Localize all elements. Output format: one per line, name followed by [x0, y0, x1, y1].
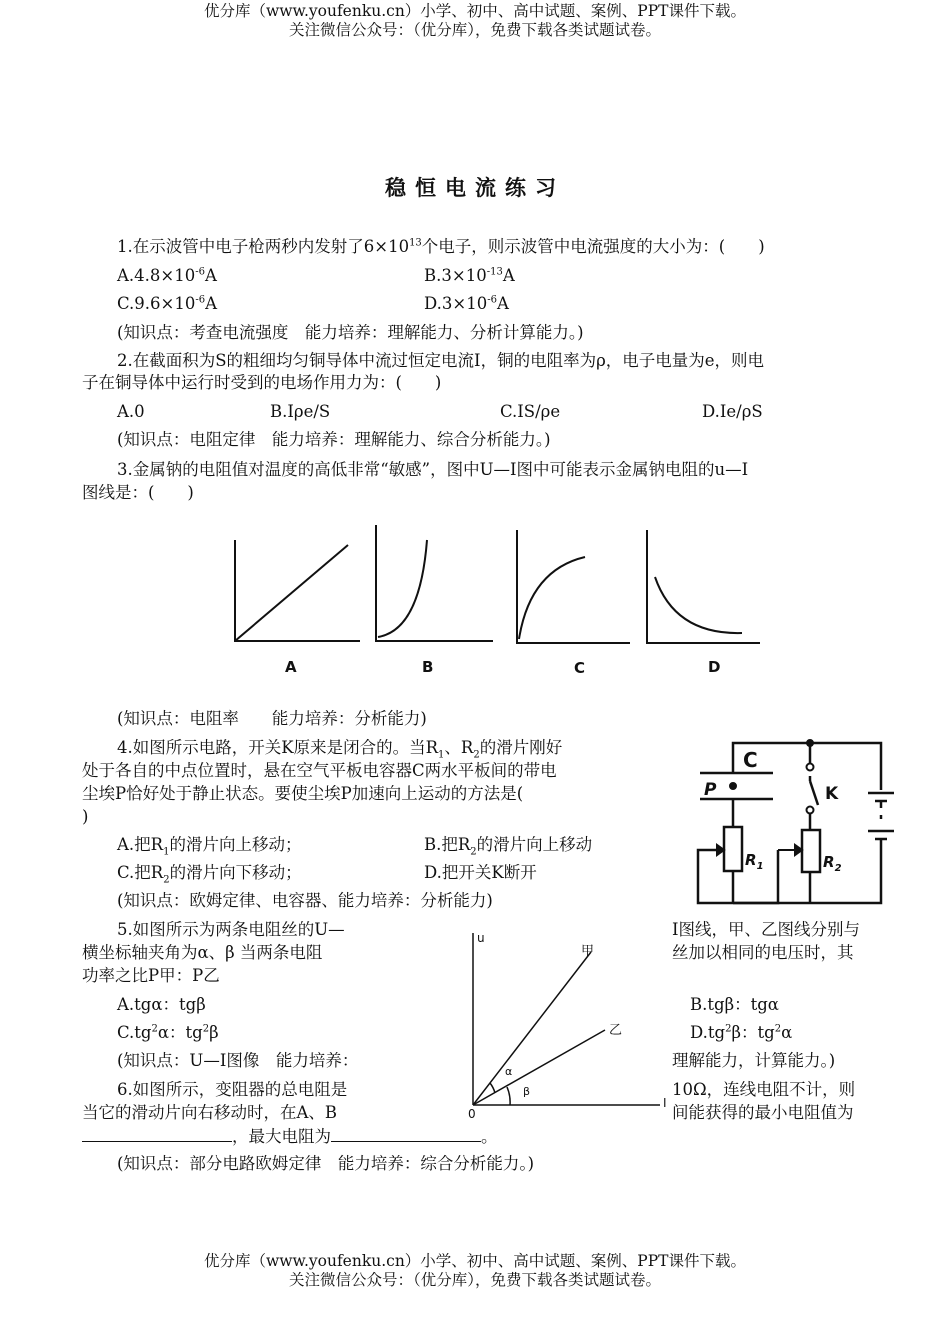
q5-option-d: $D.tg^2\beta$：$tg^2\alpha$ — [690, 1023, 793, 1042]
q3-ui-graphs — [220, 515, 750, 685]
graph-c-axes — [517, 530, 630, 643]
q6-line-1-right: 10Ω，连线电阻不计，则 — [672, 1080, 856, 1099]
graph-c-label: C — [574, 659, 586, 677]
q6-knowledge-note: (知识点：部分电路欧姆定律 能力培养：综合分析能力。) — [117, 1154, 535, 1173]
q6-answer-blank-max[interactable] — [331, 1125, 481, 1142]
q5-note-right: 理解能力，计算能力。) — [672, 1051, 836, 1070]
q5-line-1-left: 5.如图所示为两条电阻丝的U— — [117, 920, 345, 939]
q4-option-a: A.把$R_1$的滑片向上移动； — [117, 835, 302, 858]
graph-c-curve — [519, 557, 585, 639]
jia-label: 甲 — [581, 944, 595, 959]
q3-stem-line-1: 3.金属钠的电阻值对温度的高低非常“敏感”，图中U—I图中可能表示金属钠电阻的u—I — [117, 460, 749, 479]
yi-label: 乙 — [609, 1023, 623, 1038]
q2-option-a: A.0 — [117, 402, 145, 421]
q4-knowledge-note: (知识点：欧姆定律、电容器、能力培养：分析能力) — [117, 891, 493, 910]
beta-label: β — [523, 1085, 531, 1098]
q2-option-c: C.IS/ρe — [500, 402, 561, 421]
graph-a-line — [235, 545, 348, 641]
label-switch-k: K — [825, 784, 839, 804]
q1-knowledge-note: (知识点：考查电流强度 能力培养：理解能力、分析计算能力。) — [117, 323, 584, 342]
q1-option-d: $D.3\times 10^{-6}A$ — [424, 294, 509, 313]
graph-d-curve — [655, 577, 742, 633]
q1-stem: 1.在示波管中电子枪两秒内发射了$6\times 10^{13}$个电子，则示波管中电流强度的大小为：( ) — [117, 237, 765, 256]
label-p: P — [704, 780, 717, 800]
page-title: 稳恒电流练习 — [385, 175, 565, 200]
angle-beta-arc — [507, 1087, 510, 1105]
q2-stem-line-1: 2.在截面积为S的粗细均匀铜导体中流过恒定电流I，铜的电阻率为ρ，电子电量为e，则电 — [117, 351, 765, 370]
origin-label: 0 — [468, 1107, 476, 1121]
q2-option-d: D.Ie/ρS — [702, 402, 763, 421]
q5-option-a: A.tgα：tgβ — [117, 995, 206, 1014]
q5-ui-graph — [455, 925, 680, 1120]
q2-knowledge-note: (知识点：电阻定律 能力培养：理解能力、综合分析能力。) — [117, 430, 551, 449]
q5-option-b: B.tgβ：tgα — [690, 995, 779, 1014]
q4-stem-line-1: 4.如图所示电路，开关K原来是闭合的。当$R_1$、$R_2$的滑片刚好 — [117, 738, 563, 761]
graph-b-axes — [376, 525, 493, 641]
q5-line-3-left: 功率之比P甲：P乙 — [82, 966, 220, 985]
r2-resistor — [802, 830, 820, 872]
footer-line-1: 优分库（www.youfenku.cn）小学、初中、高中试题、案例、PPT课件下载。 — [203, 1252, 747, 1270]
q1-option-a: $A.4.8\times 10^{-6}A$ — [117, 266, 217, 285]
graph-b-label: B — [422, 658, 434, 676]
header-line-1: 优分库（www.youfenku.cn）小学、初中、高中试题、案例、PPT课件下载。 — [203, 2, 747, 20]
q3-knowledge-note: (知识点：电阻率 能力培养：分析能力) — [117, 709, 427, 728]
q6-line-2-right: 间能获得的最小电阻值为 — [672, 1103, 854, 1122]
q6-answer-blank-min[interactable] — [82, 1125, 232, 1142]
q5-line-1-right: I图线，甲、乙图线分别与 — [672, 920, 861, 939]
header-line-2: 关注微信公众号：（优分库），免费下载各类试题试卷。 — [288, 21, 661, 39]
q5-line-2-right: 丝加以相同的电压时，其 — [672, 943, 854, 962]
graph-d-label: D — [708, 658, 721, 676]
q5-option-c: $C.tg^2\alpha$：$tg^2\beta$ — [117, 1023, 219, 1042]
q4-stem-line-4: ) — [82, 807, 89, 826]
label-r1: $R_1$ — [745, 851, 764, 872]
footer-line-2: 关注微信公众号：（优分库），免费下载各类试题试卷。 — [288, 1271, 661, 1289]
r1-resistor — [724, 827, 742, 871]
q2-stem-line-2: 子在铜导体中运行时受到的电场作用力为：( ) — [82, 373, 442, 392]
q1-option-b: $B.3\times 10^{-13}A$ — [424, 266, 515, 285]
q6-line-2-left: 当它的滑动片向右移动时，在A、B — [82, 1103, 338, 1122]
q4-option-d: D.把开关K断开 — [424, 863, 537, 882]
line-jia — [473, 952, 591, 1105]
q3-stem-line-2: 图线是：( ) — [82, 483, 194, 502]
label-capacitor-c: C — [743, 748, 758, 772]
q4-stem-line-3: 尘埃P恰好处于静止状态。要使尘埃P加速向上运动的方法是( — [82, 784, 524, 803]
q6-line-3: ，最大电阻为 。 — [82, 1125, 498, 1148]
q4-option-c: C.把$R_2$的滑片向下移动； — [117, 863, 302, 886]
q5-line-2-left: 横坐标轴夹角为α、β 当两条电阻 — [82, 943, 323, 962]
alpha-label: α — [505, 1065, 513, 1078]
angle-alpha-arc — [490, 1083, 495, 1093]
q6-line-1-left: 6.如图所示，变阻器的总电阻是 — [117, 1080, 348, 1099]
q2-option-b: B.Iρe/S — [270, 402, 331, 421]
i-axis-label: I — [663, 1096, 667, 1110]
q1-option-c: $C.9.6\times 10^{-6}A$ — [117, 294, 218, 313]
graph-d-axes — [647, 530, 760, 643]
q4-option-b: B.把$R_2$的滑片向上移动 — [424, 835, 593, 858]
label-r2: $R_2$ — [823, 853, 842, 874]
q5-note-left: (知识点：U—I图像 能力培养： — [117, 1051, 359, 1070]
graph-b-curve — [378, 540, 427, 637]
u-axis-label: u — [477, 931, 485, 945]
q4-stem-line-2: 处于各自的中点位置时，悬在空气平板电容器C两水平板间的带电 — [82, 761, 557, 780]
graph-a-label: A — [285, 658, 297, 676]
switch-k-blade — [810, 781, 818, 805]
q4-circuit-diagram — [688, 735, 903, 905]
line-yi — [473, 1030, 605, 1105]
dust-particle-p — [730, 783, 736, 789]
